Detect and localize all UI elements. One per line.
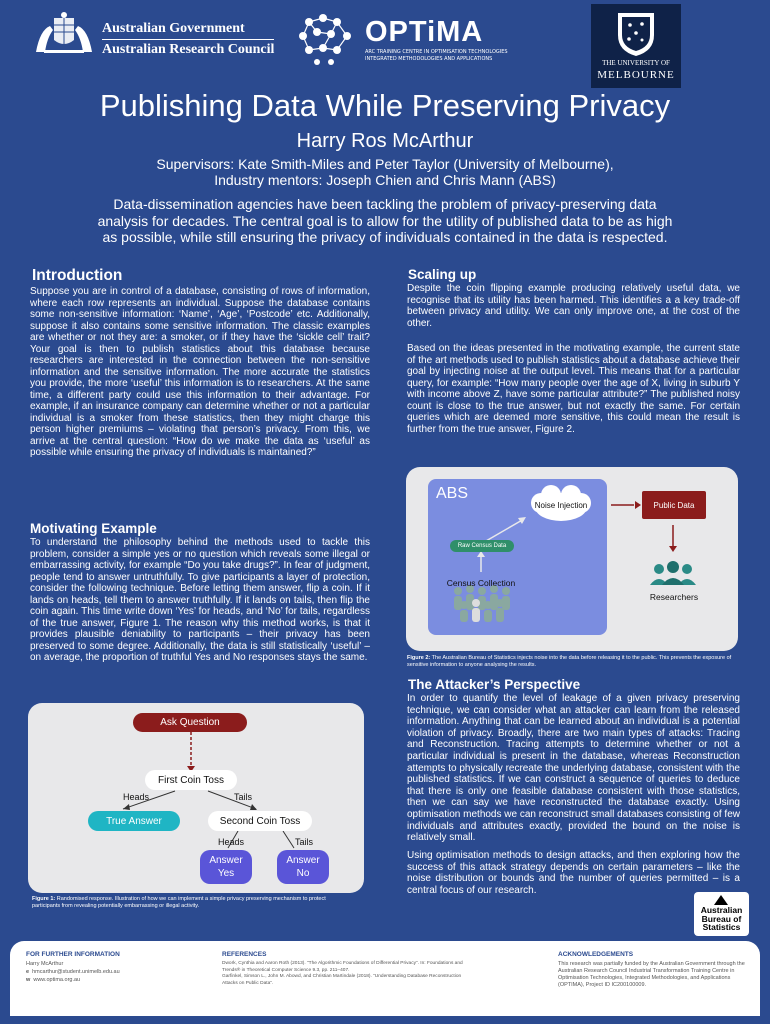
author-name: Harry Ros McArthur [296,130,474,152]
uom-name: MELBOURNE [597,69,675,81]
abs-logo-line2: Bureau of [701,913,742,924]
attacker-text1: In order to quantify the level of leakage of a given privacy preserving technique, we can consider what an attacker can learn from the released information. Anything that can be learned about an individual is a potential violation of privacy. Broadly, there are two main types of attacks: Tracing and Reconstruction. Tracing attempts to determine whether or not a particular individual is present in the database, whereas Reconstruction attempts to physically recreate the underlying database, consistent with the published statistics. If we can construct a sequence of queries to deduce that there is only one feasible database consistent with those statistics, then we can say we have reconstructed the database exactly. Using optimisation methods we can reconstruct small databases consisting of few individuals and attributes exactly, provided the bound on the noise is relatively small. [407,693,740,844]
answer-no-line1: Answer [286,855,320,866]
noise-injection-label: Noise Injection [534,501,588,510]
optima-logo [295,12,515,64]
footer-email-row [26,969,120,976]
first-coin-toss-box: First Coin Toss [145,770,237,790]
melbourne-shield-icon [616,11,656,57]
email-label: e [26,969,30,975]
answer-yes-line2: Yes [217,868,235,879]
reference-2a: Garfinkel, Simson L., John M. Abowd, and Christian Martindale (2018). “Understanding Database Reconstruction [222,974,462,979]
heads-label: Heads [122,792,149,802]
figure1-caption [32,896,352,910]
true-answer-box: True Answer [88,811,180,831]
figure1-caption-label: Figure 1: [32,896,56,902]
footer-name: Harry McArthur [26,961,64,967]
answer-yes-line1: Answer [209,855,243,866]
census-crowd-icon [454,585,510,622]
figure2-caption [407,655,737,669]
australian-government-logo [30,12,275,58]
figure2-panel [406,467,738,651]
further-info-heading: FOR FURTHER INFORMATION [26,951,120,958]
gov-line2: Australian Research Council [102,39,274,58]
intro-text: Suppose you are in control of a database, consisting of rows of information, where each row represents an individual. Suppose the database contains some non-sensitive information: ‘Name’, ‘Age’, ‘Postcode’ etc. Additionally, suppose it also contains some sensitive information. The classic examples are whether or not they are: a smoker, or if they have the ‘sickle cell’ trait? Your goal is then to publish statistics about this database because researchers are interested in the connection between the non-sensitive information and the sensitive information. The more accurate the statistics you provide, the more ‘useful’ this information is to researchers. At the same time, a different party could use this information to their advantage. For example, if an insurance company can determine whether or not a particular individual is a smoker from these statistics, then they might charge this person higher premiums – violating that person’s privacy. From this, we arrive at the central question: “How do we make the data as ‘useful’ as possible while ensuring the privacy of individuals is maintained?” [30,286,370,458]
footer-email-link[interactable]: hmcarthur@student.unimelb.edu.au [32,969,120,975]
figure1-caption-text: Randomised response. Illustration of how we can implement a simple privacy preserving mechanism to protect participants from revealing potentially embarrassing or illegal activity. [32,896,326,909]
footer [10,941,760,1016]
attacker-text2: Using optimisation methods to design attacks, and then exploring how the success of this attack strategy depends on certain parameters – like the noise distribution or bounds and the number of queries permitted – is a central focus of our research. [407,850,740,896]
answer-yes-box [200,850,252,884]
references-heading: REFERENCES [222,951,267,958]
optima-subtitle [365,49,525,63]
references-list [222,961,542,987]
abs-logo-icon [714,895,728,905]
reference-2b: Attacks on Public Data”. [222,980,274,986]
abs-logo [694,892,749,936]
optima-sub1: ARC TRAINING CENTRE IN OPTIMISATION TECHNOLOGIES [365,49,508,55]
web-label: w [26,977,31,983]
motivating-heading: Motivating Example [30,521,157,536]
scaling-text2: Based on the ideas presented in the motivating example, the current state of the art methods used to publish statistics about a database achieve their goal by injecting noise at the output level. This means that for a particular query, for example: “How many people over the age of X, living in suburb Y with income above Z, have some particular attribute?” The published noisy count is close to the true answer, but not exactly the same. For certain queries which are deemed more sensitive, this could mean the result is further from the true answer, Figure 2. [407,343,740,435]
census-collection-label: Census Collection [446,578,516,588]
answer-no-line2: No [296,868,310,879]
reference-1b: Trends® in Theoretical Computer Science 9.3, pp. 211–407. [222,967,350,973]
researchers-label: Researchers [649,592,699,602]
coat-of-arms-icon [30,12,98,56]
motivating-text: To understand the philosophy behind the methods used to tackle this problem, consider a simple yes or no question which reveals some illegal or embarrassing activity, for example “Do you take drugs?”. In fear of judgment, people tend to answer untruthfully. To give participants a layer of protection, consider the following technique. Before letting them answer, flip a coin. If it lands on heads, tell them to answer truthfully. If it lands on tails, then flip the coin again. This time write down ‘Yes’ for heads, and ‘No’ for tails, regardless of the true answer, Figure 1. The reason why this method works, is that it provides plausible deniability to participants – their privacy has been preserved to some degree. Additionally, the data is still statistically ‘useful’ – on average, the proportion of truthful Yes and No responses stays the same. [30,537,370,663]
raw-census-data-box: Raw Census Data [450,540,514,552]
abs-label: ABS [436,485,469,502]
supervisors [100,156,670,188]
university-of-melbourne-logo [591,4,681,88]
footer-web-link[interactable]: www.optima.org.au [33,977,81,983]
acknowledgements-text: This research was partially funded by the Australian Government through the Australian Research Council Industrial Transformation Training Centre in Optimisation Technologies, Integrated Methodologies, and Applications (OPTIMA), Project ID IC200100009. [558,961,745,988]
reference-1a: Dwork, Cynthia and Aaron Roth (2013). “The Algorithmic Foundations of Differential Privacy”. In: Foundations and [222,961,463,966]
figure1-panel [28,703,364,893]
abstract: Data-dissemination agencies have been tackling the problem of privacy-preserving data analysis for decades. The central goal is to allow for the utility of published data to be as high as possible, while still ensuring the privacy of individuals contained in the data is respected. [97,196,673,245]
tails-label-2: Tails [294,837,313,847]
uom-the: THE UNIVERSITY OF [602,59,670,67]
supervisors-line1: Supervisors: Kate Smith-Miles and Peter Taylor (University of Melbourne), [156,156,614,172]
attacker-heading: The Attacker’s Perspective [408,677,581,692]
supervisors-line2: Industry mentors: Joseph Chien and Chris Mann (ABS) [214,172,556,188]
government-wordmark [102,20,274,58]
gov-line1: Australian Government [102,21,245,36]
acknowledgements-heading: ACKNOWLEDGEMENTS [558,951,634,958]
optima-sub2: INTEGRATED METHODOLOGIES AND APPLICATIONS [365,56,493,62]
abs-logo-line1: Australian [700,905,743,915]
abs-logo-line3: Statistics [702,922,741,932]
ask-question-box: Ask Question [133,713,247,732]
poster-title: Publishing Data While Preserving Privacy [99,88,671,123]
hexagon-network-icon [295,12,361,66]
tails-label: Tails [233,792,252,802]
answer-no-box [277,850,329,884]
heads-label-2: Heads [217,837,244,847]
public-data-box: Public Data [642,491,706,519]
scaling-text1: Despite the coin flipping example producing relatively useful data, we recognise that its utility has been harmed. This identifies a a key trade-off between privacy and utility. We can only improve one, at the cost of the other. [407,283,740,329]
second-coin-toss-box: Second Coin Toss [208,811,312,831]
figure2-caption-label: Figure 2: [407,655,431,661]
optima-wordmark: OPTiMA [365,16,484,48]
figure2-caption-text: The Australian Bureau of Statistics injects noise into the data before releasing it to the public. This prevents the exposure of sensitive information to anyone analysing the results. [407,655,732,668]
researchers-icon [650,561,696,585]
intro-heading: Introduction [32,267,123,284]
scaling-heading: Scaling up [408,267,477,282]
footer-web-row [26,977,80,984]
